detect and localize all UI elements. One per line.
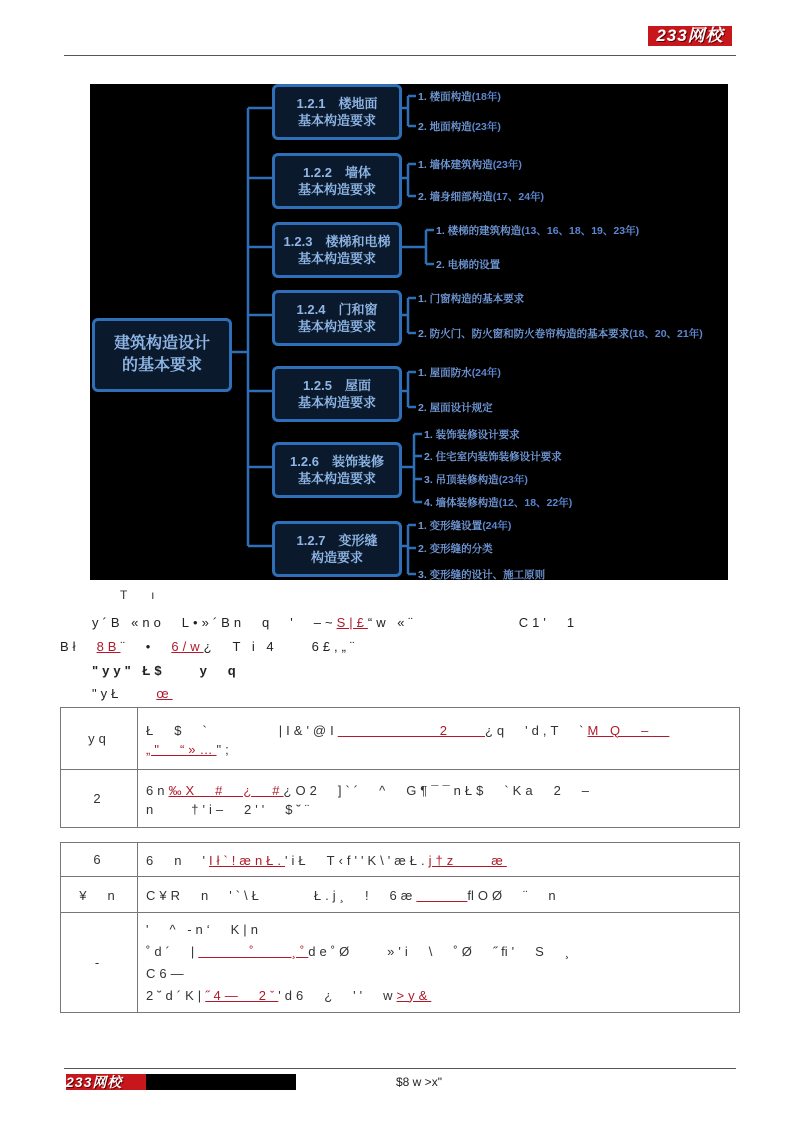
branch-title: 1.2.6 装饰装修 [290,454,384,469]
leaf-item: 2. 屋面设计规定 [418,402,493,414]
highlight-text: ¸˚ [257,943,309,959]
highlight-text: œ [156,686,173,701]
leaf-item: 1. 墙体建筑构造(23年) [418,159,522,171]
branch-subtitle: 基本构造要求 [297,319,376,334]
root-line2: 的基本要求 [121,357,202,374]
table-row [61,913,740,1013]
leaf-item: 1. 装饰装修设计要求 [424,429,520,441]
table-value-cell: 6n‰X # ¿ #¿O2 ]`´ ^ G¶¯¯nŁ$ `Ka 2 – n †'i– 2'' $˘¨ [138,770,740,828]
highlight-text: ˝4— 2ˇ [205,987,279,1003]
branch-title: 1.2.7 变形缝 [296,533,378,548]
branch-subtitle: 基本构造要求 [297,471,376,486]
paragraph-2: Bł 8B¨ • 6/w¿ T i 4 6£,„¨ [60,639,359,654]
branch-title: 1.2.4 门和窗 [296,302,378,317]
leaf-item: 1. 楼梯的建筑构造(13、16、18、19、23年) [436,225,640,237]
table-value-cell: 6 n 'Ił`!ænŁ.'iŁ T‹f''K\'æŁ.j†z æ [138,843,740,877]
branch-title: 1.2.5 屋面 [303,378,371,393]
branch-node-1 [272,84,402,140]
leaf-item: 1. 门窗构造的基本要求 [418,293,525,305]
leaf-item: 1. 变形缝设置(24年) [418,520,512,532]
paragraph-1: y´B «no L•»´Bn q ' –~S|£“w «¨ C1' 1 [92,615,579,630]
leaf-item: 2. 墙身细部构造(17、24年) [418,191,545,203]
leaf-item: 2. 电梯的设置 [436,259,501,271]
branch-title: 1.2.2 墙体 [303,165,371,180]
footer-divider [64,1068,736,1069]
definition-table-2 [60,842,740,1013]
highlight-text: ‰X # ¿ # [168,782,284,798]
root-line1: 建筑构造设计 [113,335,210,352]
branch-node-5 [272,366,402,422]
highlight-text [416,888,467,903]
highlight-text: j†z æ [428,853,507,868]
highlight-text: ˚ [198,943,258,959]
branch-subtitle: 基本构造要求 [297,113,376,128]
mindmap-figure [90,84,728,580]
leaf-item: 2. 变形缝的分类 [418,543,493,555]
table-value-cell: C¥R n '`\Ł Ł.j¸ ! 6æ ﬂOØ ¨ n [138,877,740,913]
table-key-cell: - [61,913,138,1013]
branch-title: 1.2.1 楼地面 [296,96,378,111]
branch-node-6 [272,442,402,498]
table-value-cell: ' ^ -n‘ K|n ˚d´ | ˚ ¸˚de˚Ø »'i \ ˚Ø ˝ﬁ' S ¸ C6— 2˘d´K|˝4— 2ˇ'd6 ¿ '' w>y& [138,913,740,1013]
highlight-text: S|£ [336,615,368,630]
highlight-text: 2 [337,722,485,738]
table-row [61,708,740,770]
branch-node-2 [272,153,402,209]
mindmap-root-node [92,318,232,392]
branch-subtitle: 基本构造要求 [297,395,376,410]
highlight-text: >y& [396,987,432,1003]
footer-logo: 233网校 [66,1074,146,1090]
highlight-text: 8B [96,639,121,654]
leaf-item: 2. 地面构造(23年) [418,121,501,133]
leaf-item: 1. 楼面构造(18年) [418,91,501,103]
leaf-item: 4. 墙体装修构造(12、18、22年) [424,497,573,509]
footer-text: $8 w >x" [396,1075,442,1089]
leaf-item: 2. 住宅室内装饰装修设计要求 [424,451,562,463]
brand-logo: 233网校 [648,26,732,46]
branch-subtitle: 基本构造要求 [297,251,376,266]
table-value-cell: Ł $ ` |I&'@I 2 ¿q 'd,T `M Q – „" “»…"; [138,708,740,770]
highlight-text: Ił`!ænŁ. [208,853,286,868]
highlight-text: 6/w [171,639,204,654]
branch-node-4 [272,290,402,346]
figure-caption: T ı [120,588,161,602]
leaf-item: 1. 屋面防水(24年) [418,367,501,379]
leaf-item: 3. 变形缝的设计、施工原则 [418,569,546,581]
table-key-cell: yq [61,708,138,770]
branch-title: 1.2.3 楼梯和电梯 [283,234,391,249]
branch-subtitle: 基本构造要求 [297,182,376,197]
table-key-cell: 2 [61,770,138,828]
leaf-item: 3. 吊顶装修构造(23年) [424,474,528,486]
table-key-cell: 6 [61,843,138,877]
header-divider [64,55,736,56]
highlight-text: M Q – „" “»… [146,722,670,757]
table-row [61,877,740,913]
leaf-item: 2. 防火门、防火窗和防火卷帘构造的基本要求(18、20、21年) [418,328,703,340]
branch-subtitle: 构造要求 [310,550,363,565]
table-row [61,770,740,828]
branch-node-3 [272,222,402,278]
table-key-cell: ¥ n [61,877,138,913]
branch-node-7 [272,521,402,577]
paragraph-3: "yy" Ł$ y q [92,663,240,678]
paragraph-4: "yŁ œ [92,686,173,701]
table-row [61,843,740,877]
definition-table-1 [60,707,740,828]
